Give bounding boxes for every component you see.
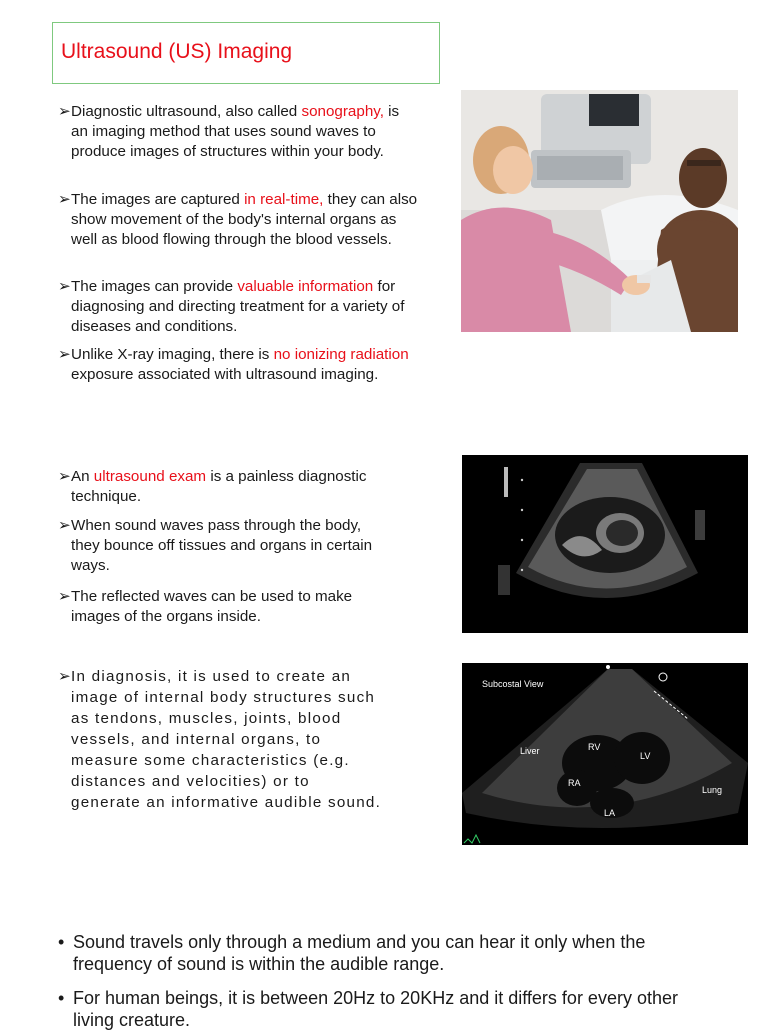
list-item: [58, 516, 373, 575]
list-item: [58, 587, 373, 627]
highlight-text: sonography,: [301, 103, 384, 120]
text-segment: An: [71, 468, 94, 485]
bullet-text: [71, 666, 384, 813]
text-segment: for diagnosing and directing treatment for a variety of diseases and conditions.: [71, 278, 405, 335]
list-item: [58, 345, 418, 385]
bullet-arrow-icon: ➢: [58, 278, 71, 295]
bullet-arrow-icon: ➢: [58, 517, 71, 534]
echo-label-la: LA: [604, 808, 616, 818]
text-segment: they can also show movement of the body's internal organs as well as blood flowing through the blood vessels.: [71, 191, 418, 248]
highlight-text: no ionizing radiation: [273, 346, 409, 363]
bullet-arrow-icon: ➢: [58, 346, 71, 363]
text-segment: The reflected waves can be used to make images of the organs inside.: [71, 588, 353, 625]
list-item: [58, 931, 718, 975]
highlight-text: valuable information: [237, 278, 374, 295]
echo-label-lung: Lung: [702, 785, 723, 795]
list-item: [58, 666, 384, 813]
bullet-text: [71, 277, 418, 336]
text-segment: In diagnosis, it is used to create an image of internal body structures such as tendons, muscles, joints, blood vessels, and internal organs, to measure some characteristics (e.g. distances and velocities) or to generate an informative audible sound.: [71, 668, 382, 811]
fetal-ultrasound-image: [462, 455, 748, 633]
echo-label-rv: RV: [588, 742, 601, 752]
bullet-text: For human beings, it is between 20Hz to 20KHz and it differs for every other living creature.: [73, 988, 678, 1030]
text-segment: The images are captured: [71, 191, 245, 208]
bullet-text: [71, 587, 373, 627]
page-title: Ultrasound (US) Imaging: [61, 40, 293, 63]
list-item: [58, 190, 418, 249]
list-item: [58, 277, 418, 336]
echo-label-liver: Liver: [520, 746, 540, 756]
bullet-text: Sound travels only through a medium and you can hear it only when the frequency of sound is within the audible range.: [73, 932, 646, 974]
echocardiogram-image: [462, 663, 748, 845]
bullet-dot-icon: •: [58, 932, 65, 952]
text-segment: exposure associated with ultrasound imaging.: [71, 365, 379, 383]
title-box: [52, 22, 440, 84]
bullet-text: [71, 516, 373, 575]
text-segment: Unlike X-ray imaging, there is: [71, 346, 274, 363]
bullet-dot-icon: •: [58, 988, 65, 1008]
bullet-text: [71, 467, 373, 507]
bullet-text: [71, 345, 418, 385]
bullet-arrow-icon: ➢: [58, 103, 71, 120]
bullet-arrow-icon: ➢: [58, 668, 72, 685]
list-item: [58, 102, 418, 161]
text-segment: Diagnostic ultrasound, also called: [71, 103, 302, 120]
ultrasound-exam-photo: [461, 90, 738, 332]
echo-label-lv: LV: [640, 751, 651, 761]
bullet-arrow-icon: ➢: [58, 588, 71, 605]
highlight-text: ultrasound exam: [93, 468, 207, 485]
text-segment: The images can provide: [71, 278, 238, 295]
echo-label-ra: RA: [568, 778, 581, 788]
list-item: [58, 987, 698, 1031]
highlight-text: in real-time,: [244, 191, 324, 208]
text-segment: When sound waves pass through the body, they bounce off tissues and organs in certain ways.: [71, 517, 373, 574]
bullet-text: [71, 190, 418, 249]
text-segment: is an imaging method that uses sound waves to produce images of structures within your body.: [71, 103, 400, 160]
bullet-arrow-icon: ➢: [58, 468, 71, 485]
bullet-text: [71, 102, 418, 161]
bullet-arrow-icon: ➢: [58, 191, 71, 208]
text-segment: is a painless diagnostic technique.: [71, 468, 367, 505]
echo-view-label: Subcostal View: [482, 679, 544, 689]
list-item: [58, 467, 373, 507]
